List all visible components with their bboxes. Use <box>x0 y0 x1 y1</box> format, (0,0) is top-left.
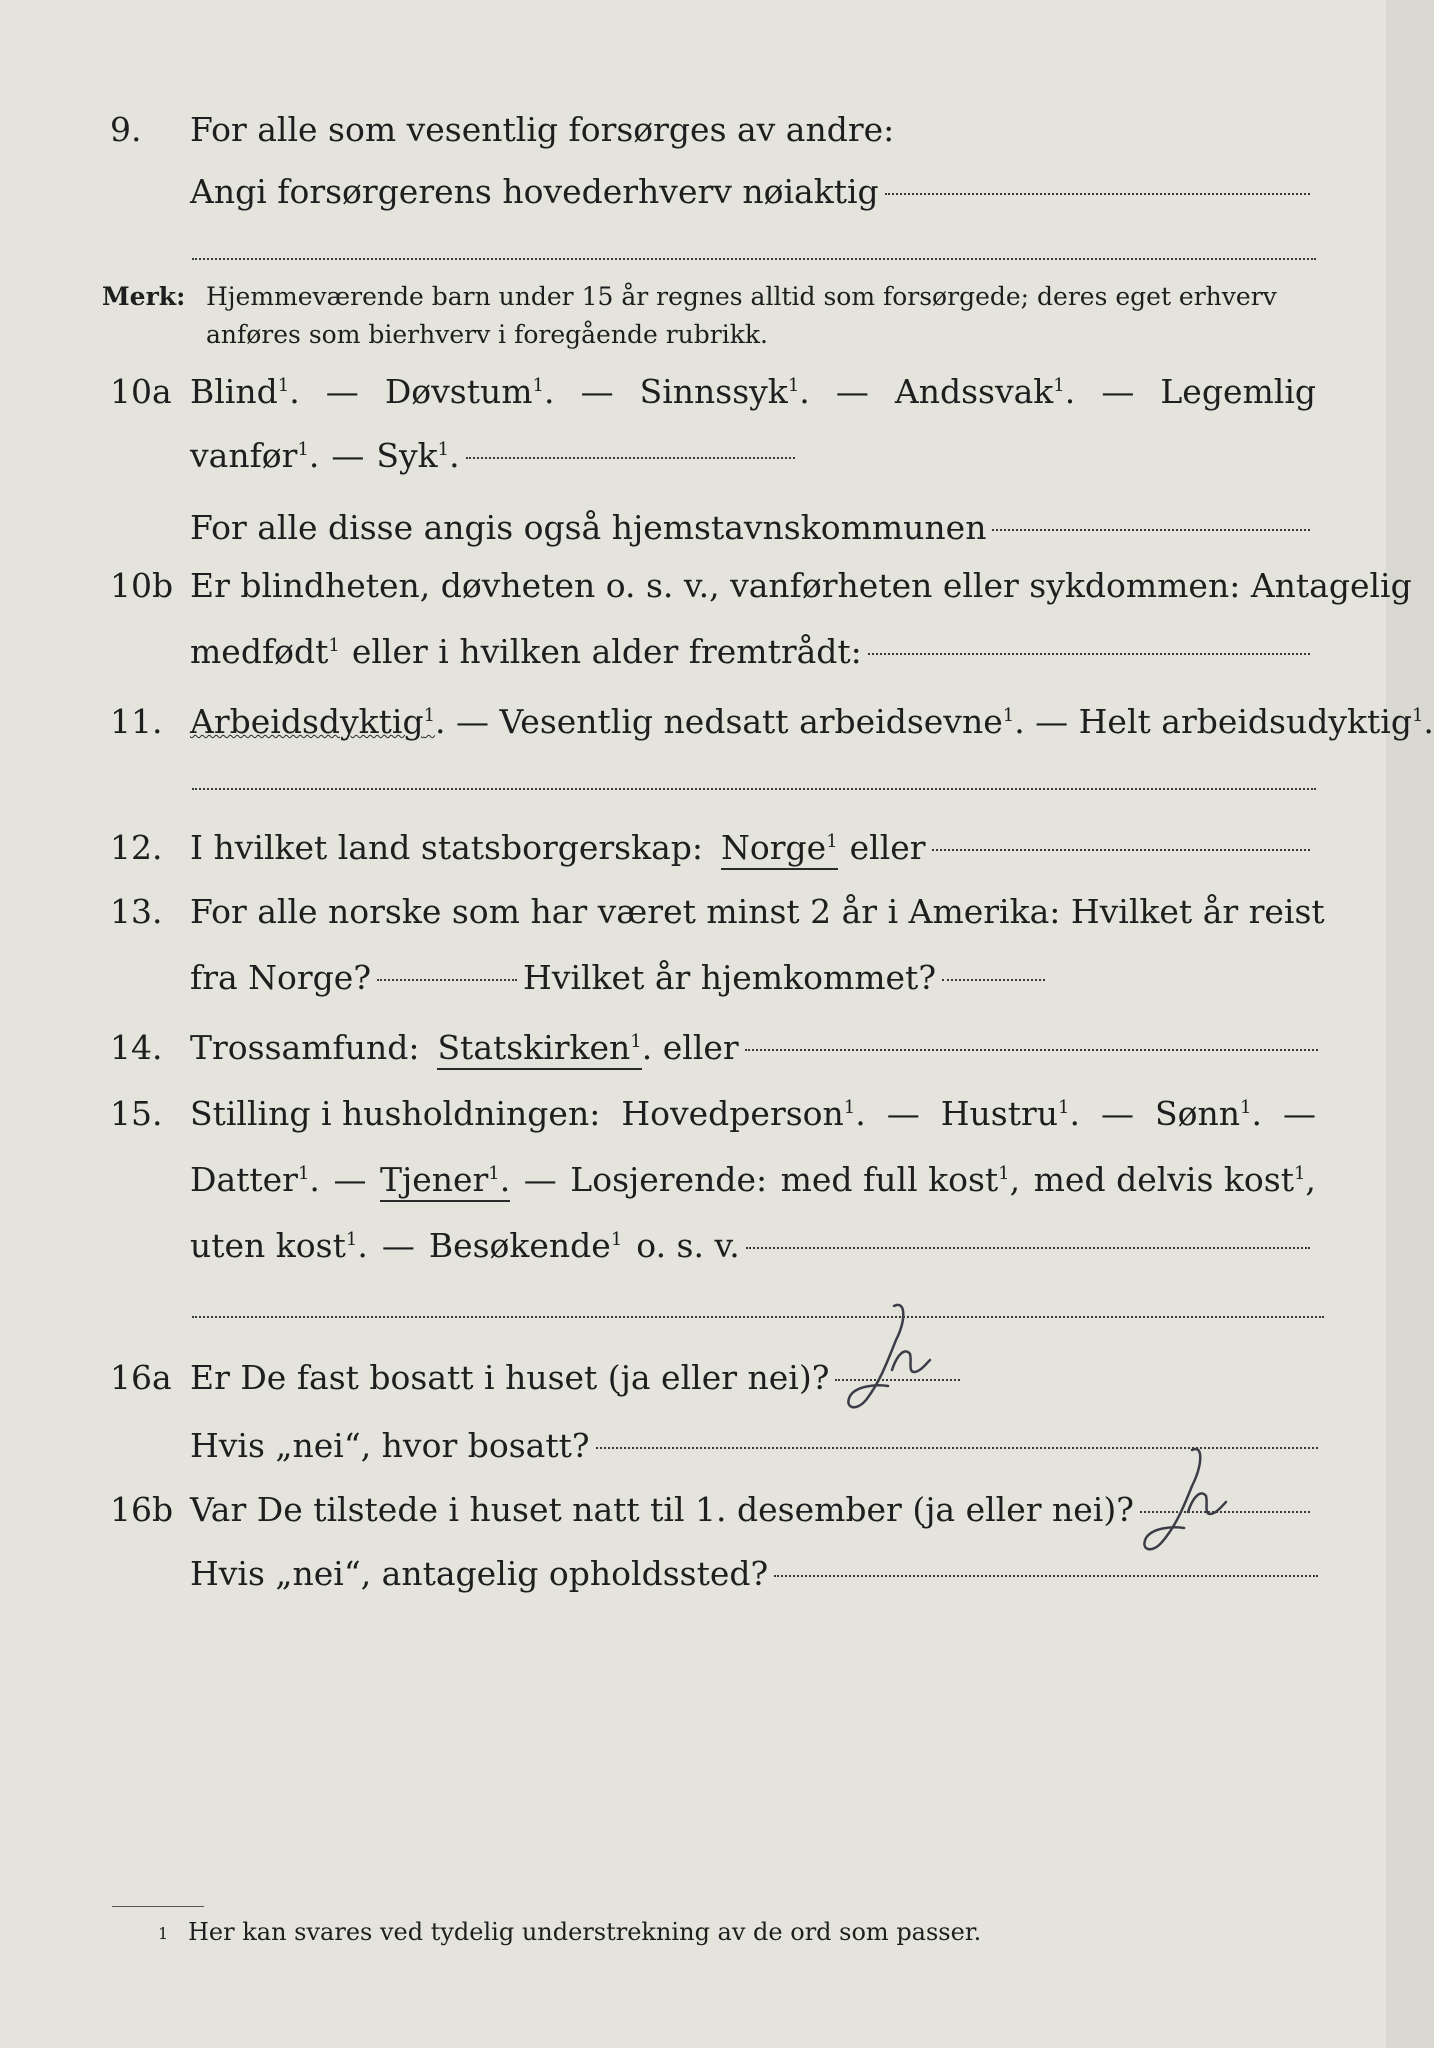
option-vanfor[interactable]: vanfør$^1$. <box>190 436 320 475</box>
q9-answer-line[interactable] <box>885 193 1310 195</box>
option-arbeidsudyktig[interactable]: . — Helt arbeidsudyktig$^1$. <box>1014 702 1434 741</box>
option-sinnssyk[interactable]: Sinnssyk <box>639 372 788 411</box>
option-dovstum[interactable]: Døvstum <box>384 372 533 411</box>
q11-answer-line[interactable] <box>192 788 1316 790</box>
q10a-hjemstavn-line[interactable] <box>992 529 1310 531</box>
q9-number: 9. <box>110 110 142 149</box>
q16b-line2: Hvis „nei“, antagelig opholdssted? <box>190 1554 769 1593</box>
option-tjener[interactable]: Tjener$^1$. <box>380 1160 510 1202</box>
q9-line1: For alle som vesentlig forsørges av andre: <box>190 110 895 149</box>
q12-text: I hvilket land statsborgerskap: <box>190 828 704 867</box>
q14-after: . eller <box>641 1028 739 1067</box>
q12-answer-line[interactable] <box>932 849 1310 851</box>
option-arbeidsdyktig[interactable]: Arbeidsdyktig$^1$ <box>190 702 436 741</box>
q9-line2: Angi forsørgerens hovederhverv nøiaktig <box>190 172 879 211</box>
q13-hjemkommet-line[interactable] <box>942 979 1045 981</box>
q10b-line1: Er blindheten, døvheten o. s. v., vanførheten eller sykdommen: Antagelig <box>190 566 1412 605</box>
q15-osv: o. s. v. <box>636 1226 740 1265</box>
option-hustru[interactable]: Hustru$^1$. <box>940 1094 1080 1133</box>
q16a-line1: Er De fast bosatt i huset (ja eller nei)? <box>190 1358 830 1397</box>
option-andssvak[interactable]: Andssvak <box>894 372 1054 411</box>
option-syk[interactable]: Syk$^1$. <box>376 436 460 475</box>
q15-answer-line-2[interactable] <box>192 1316 1324 1318</box>
option-medfodt[interactable]: medfødt$^1$ <box>190 632 340 671</box>
q11-number: 11. <box>110 702 163 741</box>
census-form-page: 9. For alle som vesentlig forsørges av andre: Angi forsørgerens hovederhverv nøiaktig Merk: Hjemmeværende barn under 15 år regnes alltid som forsørgede; deres eget erhverv anføres som bierhverv i foregående rubrikk. 10a Blind$^1$. — Døvstum$^1$. — Sinnssyk$^1$. — Andssvak$^1$. — Legemlig vanfør$^1$. — Syk$^1$. For alle disse angis også hjemstavnskommunen 10b Er blindheten, døvheten o. s. v., vanførheten eller sykdommen: Antagelig medfødt$^1$ eller i hvilken alder fremtrådt: 11. Arbeidsdyktig$^1$ . — Vesentlig nedsatt arbeidsevne$^1$ . — Helt arbeidsudyktig$^1$. 12. I hvilket land statsborgerskap: Norge$^1$ eller 13. For alle norske som har været minst 2 år i Amerika: Hvilket år reist fra Norge? Hvilket år hjemkommet? 14. Trossamfund: Statskirken$^1$ . eller 15. Stilling i husholdningen: Hovedperson$^1$. — Hustru$^1$. — Sønn$^1$. — Datter$^1$. — Tjener$^1$. — Losjerende: med full kost$^1$, med delvis kost$^1$, uten kost$^1$. — Besøkende$^1$ o. s. v. 16a Er De fast bosatt i huset (ja eller nei)? Hvis „nei“, hvor bosatt? 16b Var De tilstede i huset natt til 1. desember (ja eller nei)? Hvis „nei“, antagelig opholdssted? 1 Her kan svares ved tydelig understrekning av de ord som passer. <box>0 0 1386 2048</box>
option-blind[interactable]: Blind <box>190 372 278 411</box>
option-sonn[interactable]: Sønn$^1$. <box>1155 1094 1262 1133</box>
q16b-opholdssted-line[interactable] <box>774 1575 1318 1577</box>
footnote-text: Her kan svares ved tydelig understrekning av de ord som passer. <box>188 1918 982 1946</box>
q13-hjemkommet: Hvilket år hjemkommet? <box>523 958 937 997</box>
q15-answer-line[interactable] <box>746 1247 1310 1249</box>
q14-number: 14. <box>110 1028 163 1067</box>
handwritten-answer-ja-icon <box>1128 1444 1248 1564</box>
option-uten-kost[interactable]: uten kost$^1$. <box>190 1226 368 1265</box>
q16b-number: 16b <box>110 1490 174 1529</box>
q15-label: Stilling i husholdningen: <box>190 1094 601 1133</box>
q10a-line3: For alle disse angis også hjemstavnskommunen <box>190 508 987 547</box>
q9-answer-line-2[interactable] <box>192 258 1316 260</box>
merk-text: Hjemmeværende barn under 15 år regnes alltid som forsørgede; deres eget erhverv anføres som bierhverv i foregående rubrikk. <box>206 282 1277 349</box>
q12-after: eller <box>849 828 926 867</box>
q13-reist: fra Norge? <box>190 958 372 997</box>
q10b-number: 10b <box>110 566 174 605</box>
q10a-answer-line[interactable] <box>466 457 795 459</box>
q13-reist-line[interactable] <box>377 979 517 981</box>
option-full-kost[interactable]: med full kost$^1$, <box>780 1160 1021 1199</box>
handwritten-answer-ja-icon <box>836 1300 956 1420</box>
q12-number: 12. <box>110 828 163 867</box>
q16b-line1: Var De tilstede i huset natt til 1. desember (ja eller nei)? <box>190 1490 1134 1529</box>
q15-losjerende: Losjerende: <box>570 1160 768 1199</box>
option-delvis-kost[interactable]: med delvis kost$^1$, <box>1033 1160 1316 1199</box>
q14-answer-line[interactable] <box>745 1049 1318 1051</box>
footnote-mark: 1 <box>158 1924 169 1943</box>
q13-number: 13. <box>110 892 163 931</box>
q16a-number: 16a <box>110 1358 172 1397</box>
option-norge[interactable]: Norge$^1$ <box>721 828 838 870</box>
option-nedsatt[interactable]: . — Vesentlig nedsatt arbeidsevne$^1$ <box>435 702 1015 741</box>
footnote-rule <box>112 1906 204 1907</box>
option-datter[interactable]: Datter$^1$. <box>190 1160 320 1199</box>
option-hovedperson[interactable]: Hovedperson$^1$. <box>621 1094 866 1133</box>
q14-label: Trossamfund: <box>190 1028 420 1067</box>
q10b-line2: eller i hvilken alder fremtrådt: <box>351 632 862 671</box>
q10a-number: 10a <box>110 372 172 411</box>
option-legemlig[interactable]: Legemlig <box>1160 372 1316 411</box>
merk-label: Merk: <box>102 282 186 311</box>
option-statskirken[interactable]: Statskirken$^1$ <box>437 1028 641 1070</box>
q13-line1: For alle norske som har været minst 2 år i Amerika: Hvilket år reist <box>190 892 1325 931</box>
option-besokende[interactable]: Besøkende$^1$ <box>428 1226 623 1265</box>
q16a-line2: Hvis „nei“, hvor bosatt? <box>190 1426 590 1465</box>
q10b-answer-line[interactable] <box>868 653 1310 655</box>
q15-number: 15. <box>110 1094 163 1133</box>
